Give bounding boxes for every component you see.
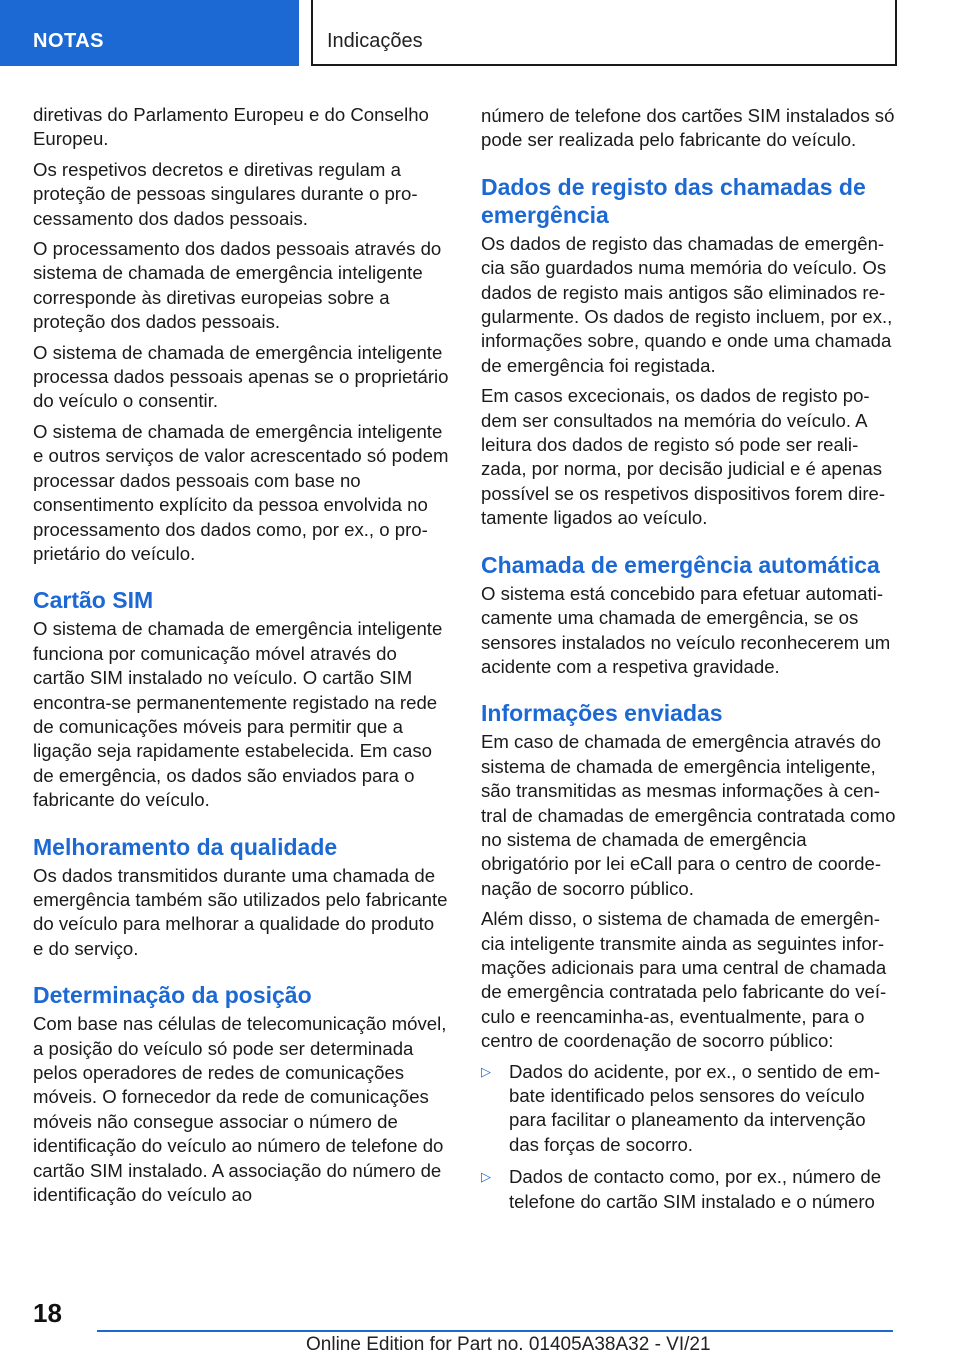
paragraph: Em casos excecionais, os dados de registo podem ser consultados na memória do veículo. A leitura dos dados de registo só pode ser realizada, por norma, por decisão judicial e é apenas possível se os respetivos dispositivos forem diretamente ligados ao veículo. [481,385,886,529]
paragraph: O sistema de chamada de emergência inteligente funciona por comunicação móvel através do cartão SIM instalado no veículo. O cartão SIM encontra-se permanentemente registado na rede de comunicações móveis para permitir que a ligação seja rapidamente estabelecida. Em caso de emergência, os dados são enviados para o fabricante do veículo. [33,618,443,811]
list-item-text: Dados de contacto como, por ex., número de telefone do cartão SIM instalado e o número [509,1166,882,1212]
paragraph: Em caso de chamada de emergência através do sistema de chamada de emergência inteligente, são transmitidas as mesmas informações à central de chamadas de emergência contratada como no sistema de chamada de emergência obrigatório por lei eCall para o centro de coordenação de socorro público. [481,731,896,899]
bullet-list [481,1060,897,1214]
page-number: 18 [33,1298,62,1328]
paragraph: O sistema de chamada de emergência inteligente processa dados pessoais apenas se o proprietário do veículo o consentir. [33,341,449,412]
paragraph: número de telefone dos cartões SIM instalados só pode ser realizada pelo fabricante do veículo. [481,105,895,151]
footer-edition: Online Edition for Part no. 01405A38A32 - VI/21 [306,1334,711,1355]
chapter-tab-label: NOTAS [33,30,105,52]
heading-automatic-call: Chamada de emergência automática [481,551,880,578]
right-column [481,104,897,1222]
paragraph: Os dados transmitidos durante uma chamada de emergência também são utilizados pelo fabricante do veículo para melhorar a qualidade do produto e do serviço. [33,864,448,959]
list-item [481,1060,897,1158]
triangle-bullet-icon: ▷ [481,1169,491,1185]
left-column [33,103,449,1213]
chapter-tab[interactable] [0,0,299,66]
heading-sent-info: Informações enviadas [481,700,723,727]
paragraph: Os respetivos decretos e diretivas regulam a proteção de pessoas singulares durante o processamento dos dados pessoais. [33,158,418,229]
section-header [311,0,897,66]
heading-call-records: Dados de registo das chamadas de emergência [481,173,866,228]
section-title: Indicações [327,30,423,52]
list-item-text: Dados do acidente, por ex., o sentido de embate identificado pelos sensores do veículo para facilitar o planeamento da intervenção das forças de socorro. [509,1060,881,1155]
list-item [481,1165,897,1214]
heading-quality: Melhoramento da qualidade [33,833,338,860]
paragraph: O sistema de chamada de emergência inteligente e outros serviços de valor acrescentado só podem processar dados pessoais com base no consentimento explícito da pessoa envolvida no processamento dos dados como, por ex., o proprietário do veículo. [33,420,449,564]
paragraph: Os dados de registo das chamadas de emergência são guardados numa memória do veículo. Os dados de registo mais antigos são eliminados regularmente. Os dados de registo incluem, por ex., informações sobre, quando e onde uma chamada de emergência foi registada. [481,232,893,376]
paragraph: O processamento dos dados pessoais através do sistema de chamada de emergência inteligente corresponde às diretivas europeias sobre a proteção dos dados pessoais. [33,238,442,333]
heading-sim-card: Cartão SIM [33,587,154,614]
footer-divider [97,1330,893,1332]
paragraph: Com base nas células de telecomunicação móvel, a posição do veículo só pode ser determinada pelos operadores de redes de comunicações móveis. O fornecedor da rede de comunicações móveis não consegue associar o número de identificação do veículo ao número de telefone do cartão SIM instalado. A associação do número de identificação do veículo ao [33,1013,447,1206]
heading-position: Determinação da posição [33,982,312,1009]
paragraph: diretivas do Parlamento Europeu e do Conselho Europeu. [33,104,429,150]
triangle-bullet-icon: ▷ [481,1063,491,1079]
paragraph: O sistema está concebido para efetuar automaticamente uma chamada de emergência, se os sensores instalados no veículo reconhecerem um acidente com a respetiva gravidade. [481,582,891,677]
paragraph: Além disso, o sistema de chamada de emergência inteligente transmite ainda as seguintes informações adicionais para uma central de chamada de emergência contratada pelo fabricante do veículo e reencaminha-as, eventualmente, para o centro de coordenação de socorro público: [481,908,887,1052]
